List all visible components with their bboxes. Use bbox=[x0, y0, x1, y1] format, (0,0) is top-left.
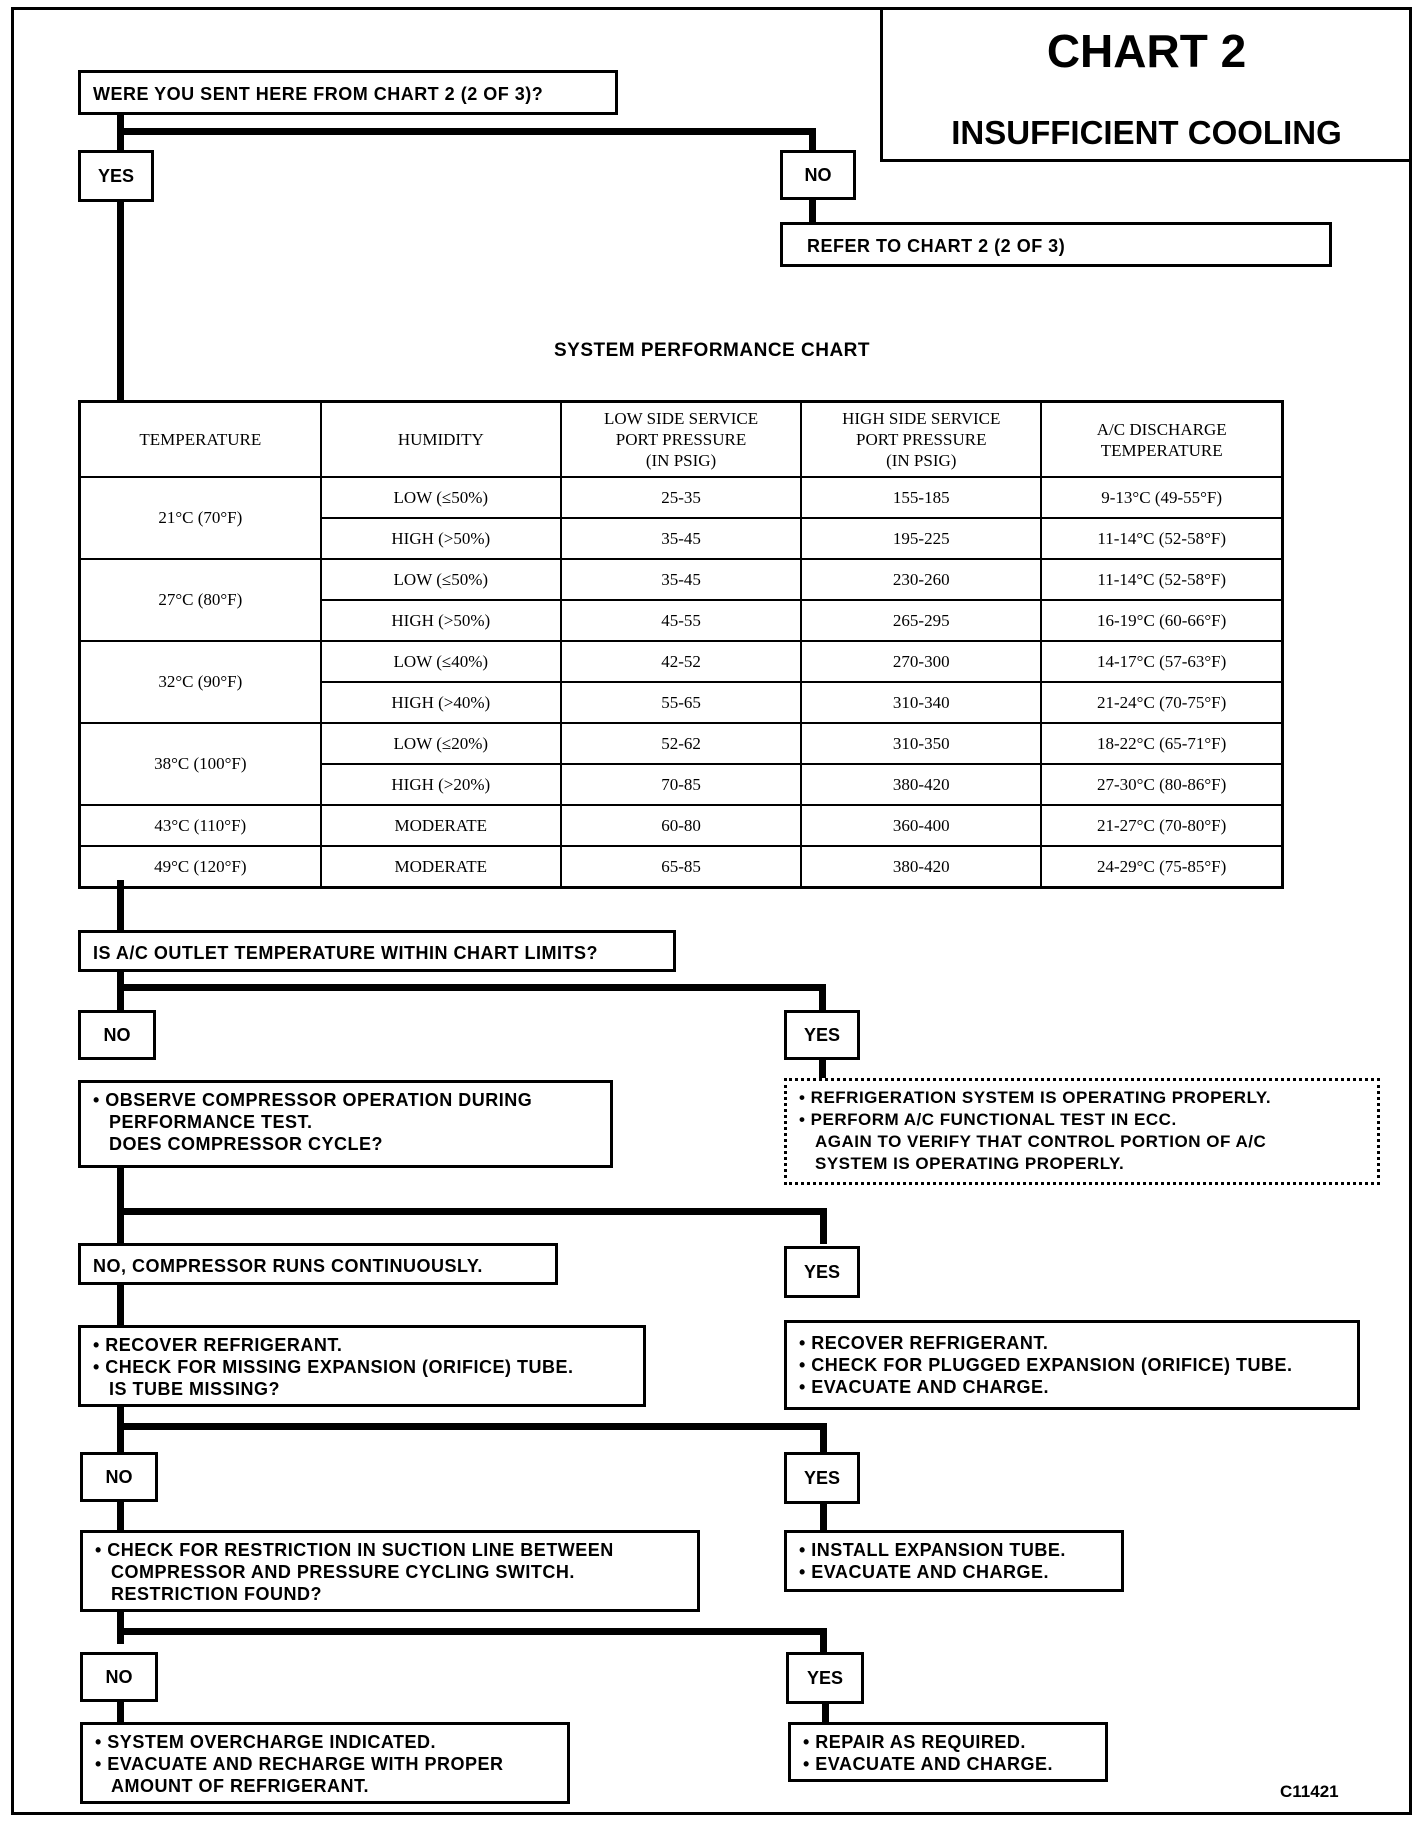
cell-humidity: HIGH (>50%) bbox=[321, 600, 561, 641]
cell-temp: 21°C (70°F) bbox=[80, 477, 321, 559]
cell-discharge: 24-29°C (75-85°F) bbox=[1041, 846, 1282, 888]
refer-box bbox=[780, 222, 1332, 267]
no-label bbox=[80, 1652, 158, 1702]
install-tube-box bbox=[784, 1530, 1124, 1592]
connector bbox=[117, 1280, 124, 1325]
cell-humidity: LOW (≤50%) bbox=[321, 477, 561, 518]
cell-temp: 38°C (100°F) bbox=[80, 723, 321, 805]
no-text: NO bbox=[105, 1466, 133, 1487]
yes-label bbox=[784, 1452, 860, 1504]
cell-low: 55-65 bbox=[561, 682, 801, 723]
title-block bbox=[880, 10, 1410, 162]
cell-high: 155-185 bbox=[801, 477, 1041, 518]
cell-humidity: LOW (≤40%) bbox=[321, 641, 561, 682]
text-line: AGAIN TO VERIFY THAT CONTROL PORTION OF A/C bbox=[815, 1132, 1267, 1151]
text-line: • EVACUATE AND CHARGE. bbox=[799, 1562, 1049, 1582]
cell-humidity: MODERATE bbox=[321, 805, 561, 846]
no-text: NO bbox=[105, 1666, 133, 1687]
text-line: • RECOVER REFRIGERANT. bbox=[93, 1335, 343, 1355]
cell-high: 230-260 bbox=[801, 559, 1041, 600]
cell-discharge: 9-13°C (49-55°F) bbox=[1041, 477, 1282, 518]
observe-compressor-box bbox=[78, 1080, 613, 1168]
cell-discharge: 11-14°C (52-58°F) bbox=[1041, 518, 1282, 559]
text-line: SYSTEM IS OPERATING PROPERLY. bbox=[815, 1154, 1125, 1173]
text-line: • EVACUATE AND RECHARGE WITH PROPER bbox=[95, 1754, 504, 1774]
overcharge-box bbox=[80, 1722, 570, 1804]
cell-high: 310-340 bbox=[801, 682, 1041, 723]
text-line: IS TUBE MISSING? bbox=[109, 1379, 281, 1399]
cell-humidity: HIGH (>50%) bbox=[321, 518, 561, 559]
yes-text: YES bbox=[803, 1024, 841, 1045]
text-line: • CHECK FOR PLUGGED EXPANSION (ORIFICE) TUBE. bbox=[799, 1355, 1293, 1375]
no-label bbox=[78, 1010, 156, 1060]
cell-discharge: 21-24°C (70-75°F) bbox=[1041, 682, 1282, 723]
connector bbox=[117, 1160, 124, 1246]
text-line: • RECOVER REFRIGERANT. bbox=[799, 1333, 1049, 1353]
check-restriction-box bbox=[80, 1530, 700, 1612]
cell-temp: 32°C (90°F) bbox=[80, 641, 321, 723]
cell-low: 45-55 bbox=[561, 600, 801, 641]
cell-humidity: HIGH (>20%) bbox=[321, 764, 561, 805]
question-text: IS A/C OUTLET TEMPERATURE WITHIN CHART LIMITS? bbox=[93, 943, 598, 963]
chart-number: CHART 2 bbox=[1046, 25, 1247, 77]
cell-temp: 27°C (80°F) bbox=[80, 559, 321, 641]
cell-low: 52-62 bbox=[561, 723, 801, 764]
cell-low: 35-45 bbox=[561, 559, 801, 600]
col-temperature: TEMPERATURE bbox=[80, 402, 321, 478]
text-line: • REFRIGERATION SYSTEM IS OPERATING PROPERLY. bbox=[799, 1088, 1272, 1107]
cell-high: 360-400 bbox=[801, 805, 1041, 846]
col-low-side: LOW SIDE SERVICE PORT PRESSURE (IN PSIG) bbox=[561, 402, 801, 478]
connector bbox=[117, 1628, 827, 1635]
text-line: • EVACUATE AND CHARGE. bbox=[799, 1377, 1049, 1397]
cell-temp: 43°C (110°F) bbox=[80, 805, 321, 846]
cell-low: 35-45 bbox=[561, 518, 801, 559]
cell-low: 25-35 bbox=[561, 477, 801, 518]
yes-label bbox=[78, 150, 154, 202]
cell-high: 195-225 bbox=[801, 518, 1041, 559]
table-row bbox=[80, 477, 1283, 518]
cell-high: 380-420 bbox=[801, 764, 1041, 805]
repair-box bbox=[788, 1722, 1108, 1782]
connector bbox=[117, 1500, 124, 1530]
cell-discharge: 11-14°C (52-58°F) bbox=[1041, 559, 1282, 600]
chart-title: INSUFFICIENT COOLING bbox=[951, 114, 1342, 151]
table-row bbox=[80, 641, 1283, 682]
connector bbox=[117, 128, 816, 135]
cell-high: 265-295 bbox=[801, 600, 1041, 641]
text-line: PERFORMANCE TEST. bbox=[109, 1112, 313, 1132]
cell-discharge: 18-22°C (65-71°F) bbox=[1041, 723, 1282, 764]
table-row bbox=[80, 846, 1283, 888]
table-row bbox=[80, 559, 1283, 600]
cell-humidity: LOW (≤50%) bbox=[321, 559, 561, 600]
yes-text: YES bbox=[806, 1667, 844, 1688]
table-row bbox=[80, 805, 1283, 846]
yes-text: YES bbox=[803, 1261, 841, 1282]
col-discharge: A/C DISCHARGE TEMPERATURE bbox=[1041, 402, 1282, 478]
connector bbox=[820, 1500, 827, 1530]
text-line: • CHECK FOR RESTRICTION IN SUCTION LINE BETWEEN bbox=[95, 1540, 614, 1560]
cell-discharge: 21-27°C (70-80°F) bbox=[1041, 805, 1282, 846]
question-sent-from-chart bbox=[78, 70, 618, 115]
cell-discharge: 14-17°C (57-63°F) bbox=[1041, 641, 1282, 682]
no-text: NO bbox=[804, 164, 832, 185]
cell-low: 42-52 bbox=[561, 641, 801, 682]
yes-label bbox=[786, 1652, 864, 1704]
recover-missing-tube-box bbox=[78, 1325, 646, 1407]
table-header-row bbox=[80, 402, 1283, 478]
connector bbox=[809, 200, 816, 224]
no-label bbox=[80, 1452, 158, 1502]
cell-humidity: MODERATE bbox=[321, 846, 561, 888]
col-humidity: HUMIDITY bbox=[321, 402, 561, 478]
text-line: • REPAIR AS REQUIRED. bbox=[803, 1732, 1026, 1752]
system-ok-box bbox=[784, 1078, 1380, 1185]
table-row bbox=[80, 723, 1283, 764]
connector bbox=[820, 1208, 827, 1244]
runs-text: NO, COMPRESSOR RUNS CONTINUOUSLY. bbox=[93, 1256, 483, 1276]
cell-humidity: HIGH (>40%) bbox=[321, 682, 561, 723]
text-line: RESTRICTION FOUND? bbox=[111, 1584, 322, 1604]
cell-high: 310-350 bbox=[801, 723, 1041, 764]
text-line: • CHECK FOR MISSING EXPANSION (ORIFICE) TUBE. bbox=[93, 1357, 574, 1377]
connector bbox=[819, 1060, 826, 1080]
cell-discharge: 16-19°C (60-66°F) bbox=[1041, 600, 1282, 641]
connector bbox=[117, 970, 124, 1014]
cell-low: 70-85 bbox=[561, 764, 801, 805]
no-label bbox=[780, 150, 856, 200]
text-line: • EVACUATE AND CHARGE. bbox=[803, 1754, 1053, 1774]
performance-table bbox=[78, 400, 1284, 889]
connector bbox=[117, 1610, 124, 1644]
text-line: • OBSERVE COMPRESSOR OPERATION DURING bbox=[93, 1090, 533, 1110]
connector bbox=[117, 984, 826, 991]
text-line: DOES COMPRESSOR CYCLE? bbox=[109, 1134, 384, 1154]
cell-discharge: 27-30°C (80-86°F) bbox=[1041, 764, 1282, 805]
cell-low: 65-85 bbox=[561, 846, 801, 888]
cell-temp: 49°C (120°F) bbox=[80, 846, 321, 888]
text-line: • PERFORM A/C FUNCTIONAL TEST IN ECC. bbox=[799, 1110, 1177, 1129]
cell-high: 380-420 bbox=[801, 846, 1041, 888]
question-text: WERE YOU SENT HERE FROM CHART 2 (2 OF 3)? bbox=[93, 84, 544, 104]
question-outlet-temp bbox=[78, 930, 676, 972]
recover-plugged-tube-box bbox=[784, 1320, 1360, 1410]
yes-label bbox=[784, 1246, 860, 1298]
cell-low: 60-80 bbox=[561, 805, 801, 846]
runs-continuously-box bbox=[78, 1243, 558, 1285]
col-high-side: HIGH SIDE SERVICE PORT PRESSURE (IN PSIG) bbox=[801, 402, 1041, 478]
no-text: NO bbox=[103, 1024, 131, 1045]
text-line: • SYSTEM OVERCHARGE INDICATED. bbox=[95, 1732, 436, 1752]
text-line: AMOUNT OF REFRIGERANT. bbox=[111, 1776, 369, 1796]
yes-text: YES bbox=[97, 165, 135, 186]
text-line: • INSTALL EXPANSION TUBE. bbox=[799, 1540, 1066, 1560]
figure-code: C11421 bbox=[1280, 1782, 1339, 1801]
cell-high: 270-300 bbox=[801, 641, 1041, 682]
text-line: COMPRESSOR AND PRESSURE CYCLING SWITCH. bbox=[111, 1562, 575, 1582]
yes-label bbox=[784, 1010, 860, 1060]
connector bbox=[117, 1208, 827, 1215]
cell-humidity: LOW (≤20%) bbox=[321, 723, 561, 764]
connector bbox=[117, 1423, 827, 1430]
yes-text: YES bbox=[803, 1467, 841, 1488]
table-title: SYSTEM PERFORMANCE CHART bbox=[553, 340, 870, 361]
refer-text: REFER TO CHART 2 (2 OF 3) bbox=[807, 236, 1066, 256]
